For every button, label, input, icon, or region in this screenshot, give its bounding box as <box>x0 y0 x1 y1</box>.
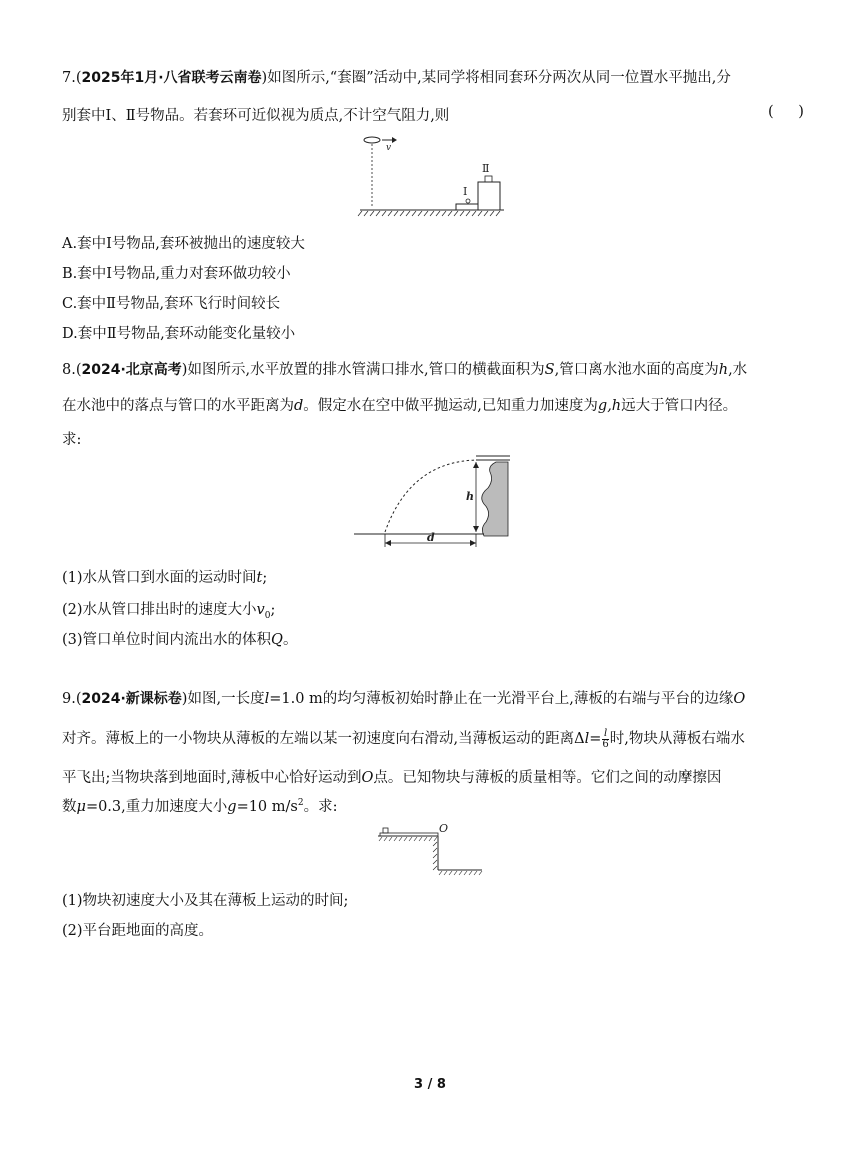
q9-stem-line1: 9.(2024·新课标卷)如图,一长度l=1.0 m的均匀薄板初始时静止在一光滑平台上,薄板的右端与平台的边缘O <box>62 691 746 707</box>
q7-figure <box>352 132 512 220</box>
q9-fraction: $\frac{l}{6}$ <box>602 727 609 750</box>
q8-stem-line1: 8.(2024·北京高考)如图所示,水平放置的排水管满口排水,管口的横截面积为S,管口离水池水面的高度为h,水 <box>62 362 748 378</box>
q9-stem-line3: 平飞出;当物块落到地面时,薄板中心恰好运动到O点。已知物块与薄板的质量相等。它们之间的动摩擦因 <box>62 770 722 786</box>
q7-source: 2025年1月·八省联考云南卷 <box>81 70 262 86</box>
q8-stem-line2: 在水池中的落点与管口的水平距离为d。假定水在空中做平抛运动,已知重力加速度为g,h远大于管口内径。 <box>62 398 738 414</box>
q7-option-a: A.套中Ⅰ号物品,套环被抛出的速度较大 <box>62 236 305 252</box>
q7-stem-line2: 别套中Ⅰ、Ⅱ号物品。若套环可近似视为质点,不计空气阻力,则 <box>62 108 450 124</box>
q9-label-o: O <box>439 822 449 835</box>
q9-sub-2: (2)平台距地面的高度。 <box>62 923 214 939</box>
q8-sub-3: (3)管口单位时间内流出水的体积Q。 <box>62 632 298 648</box>
q8-source: 2024·北京高考 <box>81 362 182 378</box>
q8-label-d: d <box>427 531 435 544</box>
q7-stem-line1: 7.(2025年1月·八省联考云南卷)如图所示,“套圈”活动中,某同学将相同套环分两次从同一位置水平抛出,分 <box>62 70 731 86</box>
q7-option-d: D.套中Ⅱ号物品,套环动能变化量较小 <box>62 326 296 342</box>
page-number: 3 / 8 <box>414 1077 446 1092</box>
q8-sub-2: (2)水从管口排出时的速度大小$v_0$; <box>62 602 276 621</box>
q8-stem-line3: 求: <box>62 432 82 448</box>
q9-sub-1: (1)物块初速度大小及其在薄板上运动的时间; <box>62 893 349 909</box>
q9-source: 2024·新课标卷 <box>81 691 182 707</box>
q8-sub-1: (1)水从管口到水面的运动时间t; <box>62 570 268 586</box>
q7-label-1: Ⅰ <box>463 185 468 198</box>
q7-label-2: Ⅱ <box>482 162 490 175</box>
q7-option-c: C.套中Ⅱ号物品,套环飞行时间较长 <box>62 296 281 312</box>
q9-figure <box>376 820 486 878</box>
q9-stem-line4: 数μ=0.3,重力加速度大小g=10 $m/s^2$。求: <box>62 798 338 815</box>
q7-velocity-label: v <box>386 143 392 153</box>
q7-answer-blank: ( ) <box>768 104 814 120</box>
q9-stem-line2: 对齐。薄板上的一小物块从薄板的左端以某一初速度向右滑动,当薄板运动的距离Δl= $\frac{l}{6}$ 时,物块从薄板右端水 <box>62 727 745 750</box>
q8-label-h: h <box>466 490 474 503</box>
q8-figure <box>350 452 520 554</box>
q7-option-b: B.套中Ⅰ号物品,重力对套环做功较小 <box>62 266 291 282</box>
